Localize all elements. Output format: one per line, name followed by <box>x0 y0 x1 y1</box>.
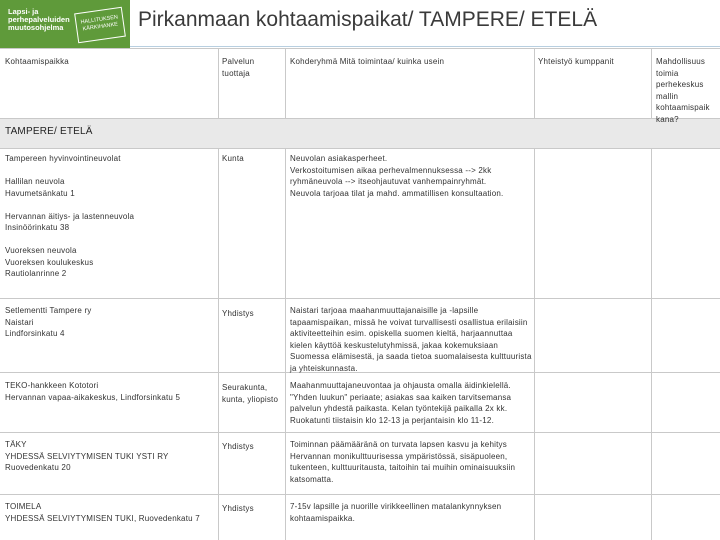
program-logo <box>0 0 130 48</box>
header-yhteistyokumppanit: Yhteistyö kumppanit <box>538 57 614 66</box>
header-kohtaamispaikka: Kohtaamispaikka <box>5 57 69 66</box>
header-divider <box>130 46 720 47</box>
table-row-1-place: Tampereen hyvinvointineuvolat Hallilan neuvola Havumetsänkatu 1 Hervannan äitiys- ja lastenneuvola Insinöörinkatu 38 Vuoreksen neuvola Vuoreksen koulukeskus Rautiolanrinne 2 <box>5 154 135 278</box>
page-title: Pirkanmaan kohtaamispaikat/ TAMPERE/ ETELÄ <box>138 8 598 31</box>
row-divider <box>0 432 720 433</box>
table-row-4-provider: Yhdistys <box>222 442 254 451</box>
table-row-5-provider: Yhdistys <box>222 504 254 513</box>
table-row-4-place: TÄKY YHDESSÄ SELVIYTYMISEN TUKI YSTI RY Ruovedenkatu 20 <box>5 440 169 472</box>
table-row-1-target: Neuvolan asiakasperheet. Verkostoitumisen aikaa perhevalmennuksessa --> 2kk ryhmäneuvola --> itseohjautuvat vanhempainryhmät. Neuvola tarjoaa tilat ja mahd. ammatillisen konsultaation. <box>290 154 504 198</box>
col-divider <box>534 48 535 118</box>
row-divider <box>0 148 720 149</box>
header-kohderyhma: Kohderyhmä Mitä toimintaa/ kuinka usein <box>290 57 445 66</box>
row-divider <box>0 298 720 299</box>
col-divider <box>651 148 652 540</box>
logo-badge <box>74 7 126 43</box>
table-row-3-target: Maahanmuuttajaneuvontaa ja ohjausta omalla äidinkielellä. "Yhden luukun" periaate; asiakas saa kaiken tarvitsemansa palvelun yhdestä paikasta. Kelan työntekijä paikalla 2x kk. Ruokatunti tiistaisin klo 12-13 ja perjantaisin klo 11-12. <box>290 381 512 425</box>
row-divider <box>0 48 720 49</box>
table-row-3-provider: Seurakunta, kunta, yliopisto <box>222 383 279 404</box>
row-divider <box>0 118 720 119</box>
table-row-4-target: Toiminnan päämääränä on turvata lapsen kasvu ja kehitys Hervannan monikulttuurisessa ympäristössä, sisäpuoleen, tukenteen, kulttuuritausta, taitoihin tai muihin ominaisuuksiin katsomatta. <box>290 440 516 484</box>
table-row-5-place: TOIMELA YHDESSÄ SELVIYTYMISEN TUKI, Ruovedenkatu 7 <box>5 502 200 523</box>
table-row-1-provider: Kunta <box>222 154 244 163</box>
table-row-3-place: TEKO-hankkeen Kototori Hervannan vapaa-aikakeskus, Lindforsinkatu 5 <box>5 381 181 402</box>
col-divider <box>651 48 652 118</box>
row-divider <box>0 494 720 495</box>
logo-text: Lapsi- ja perhepalveluiden muutosohjelma <box>8 7 70 32</box>
section-band <box>0 118 720 148</box>
table-row-2-target: Naistari tarjoaa maahanmuuttajanaisille ja -lapsille tapaamispaikan, missä he voivat turvallisesti osallistua erilaisiin aktiviteetteihin esim. opiskella suomen kieltä, harjaannuttaa kielen käyttöä keskustelutyhmissä, jakaa kokemuksiaan Suomessa elämisestä, ja saada tietoa suomalaisesta kulttuurista ja yhteiskunnasta. <box>290 306 532 373</box>
section-title: TAMPERE/ ETELÄ <box>5 126 93 137</box>
slide-header <box>0 0 720 48</box>
header-palvelun-tuottaja: Palvelun tuottaja <box>222 57 255 78</box>
logo-badge-text: HALLITUKSEN KÄRKIHANKE <box>80 14 119 33</box>
col-divider <box>534 148 535 540</box>
table-row-2-place: Setlementti Tampere ry Naistari Lindforsinkatu 4 <box>5 306 92 338</box>
col-divider <box>285 48 286 118</box>
header-mahdollisuus: Mahdollisuus toimia perhekeskus mallin kohtaamispaik kana? <box>656 57 710 124</box>
col-divider <box>285 148 286 540</box>
col-divider <box>218 148 219 540</box>
table-row-2-provider: Yhdistys <box>222 309 254 318</box>
col-divider <box>218 48 219 118</box>
table-row-5-target: 7-15v lapsille ja nuorille virikkeellinen matalankynnyksen kohtaamispaikka. <box>290 502 502 523</box>
